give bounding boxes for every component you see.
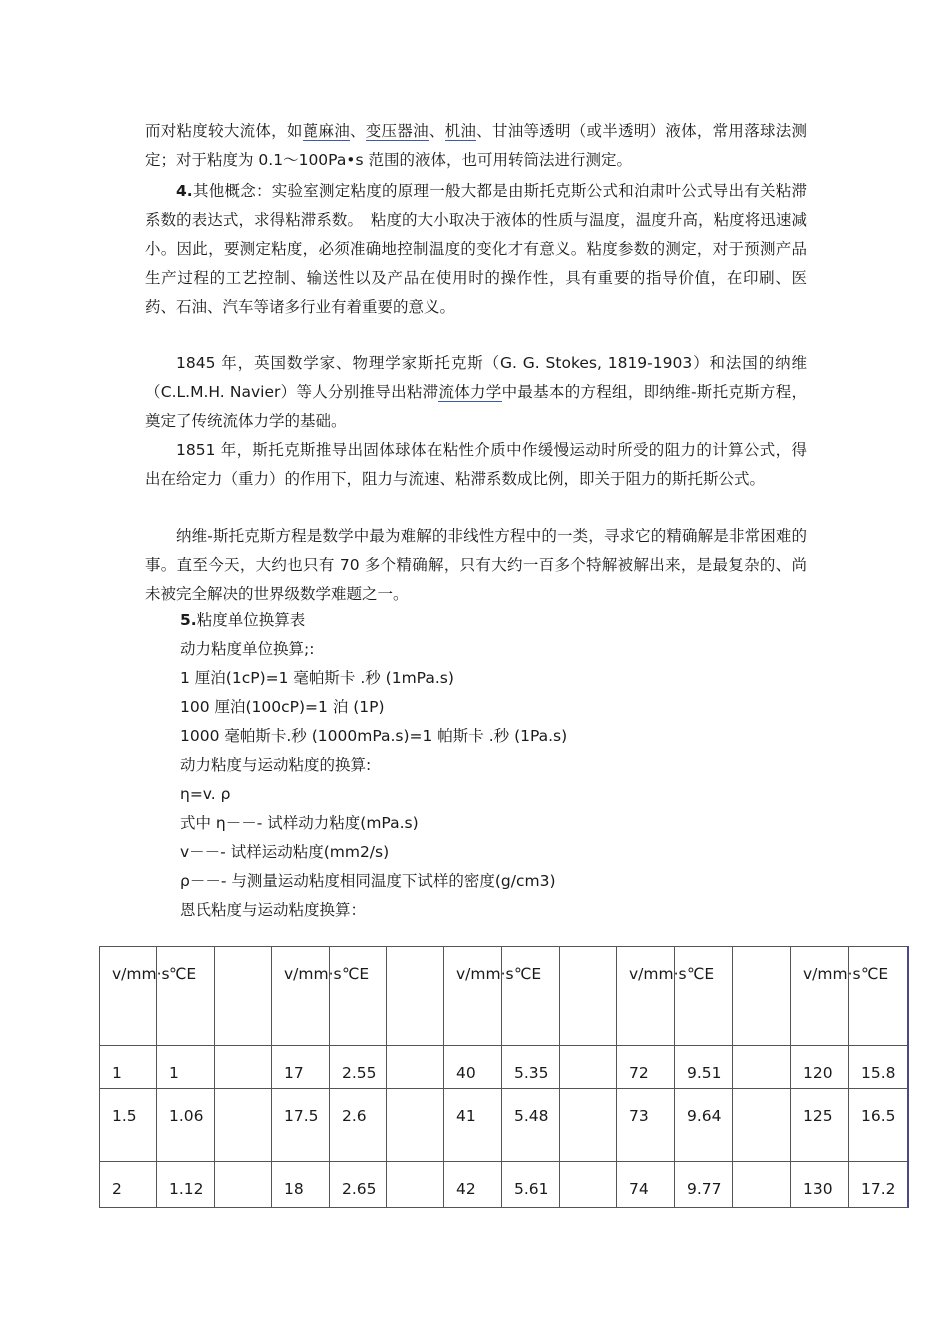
paragraph-2: [145, 177, 807, 322]
table-cell: 1: [100, 1046, 157, 1089]
header-cell: v/mm·s: [444, 947, 502, 1046]
paragraph-3: [145, 349, 807, 436]
header-cell: ℃E: [849, 947, 908, 1046]
table-cell: 1.06: [157, 1089, 215, 1162]
table-cell: 17.5: [272, 1089, 330, 1162]
paragraph-4: [145, 436, 807, 494]
table-cell: 17.2: [849, 1162, 908, 1208]
header-cell: ℃E: [157, 947, 215, 1046]
table-cell: 15.8: [849, 1046, 908, 1089]
table-cell: [387, 1089, 444, 1162]
engler-viscosity-table: [99, 946, 909, 1208]
table-cell: 9.51: [675, 1046, 733, 1089]
table-row: [100, 1089, 908, 1162]
header-cell: v/mm·s: [272, 947, 330, 1046]
table-cell: 2.6: [330, 1089, 387, 1162]
p1-sep-1: 、: [349, 122, 366, 140]
table-row: [100, 1162, 908, 1208]
table-cell: 72: [617, 1046, 675, 1089]
spacer-cell: [560, 947, 617, 1046]
spacer-cell: [733, 947, 791, 1046]
formula-line-3: 100 厘泊(100cP)=1 泊 (1P): [180, 698, 385, 716]
table-cell: 73: [617, 1089, 675, 1162]
table-cell: 9.77: [675, 1162, 733, 1208]
table-cell: 2: [100, 1162, 157, 1208]
table-cell: [560, 1089, 617, 1162]
table-cell: [560, 1046, 617, 1089]
section-5-title: 粘度单位换算表: [196, 611, 306, 629]
table-cell: 16.5: [849, 1089, 908, 1162]
spacer-cell: [387, 947, 444, 1046]
table-row: [100, 1046, 908, 1089]
formula-line-9: ρ－－- 与测量运动粘度相同温度下试样的密度(g/cm3): [180, 872, 556, 890]
header-cell: v/mm·s: [791, 947, 849, 1046]
header-cell: ℃E: [330, 947, 387, 1046]
table-cell: [733, 1089, 791, 1162]
table-cell: 5.61: [502, 1162, 560, 1208]
section-5-heading: [180, 609, 305, 631]
table-cell: 120: [791, 1046, 849, 1089]
castor-oil-link[interactable]: 蓖麻油: [302, 122, 350, 140]
table-cell: 1: [157, 1046, 215, 1089]
transformer-oil-link[interactable]: 变压器油: [365, 122, 429, 140]
table-cell: 18: [272, 1162, 330, 1208]
table-cell: 74: [617, 1162, 675, 1208]
table-cell: 42: [444, 1162, 502, 1208]
table-cell: 17: [272, 1046, 330, 1089]
table-cell: 130: [791, 1162, 849, 1208]
spacer-cell: [215, 947, 272, 1046]
table-cell: 1.5: [100, 1089, 157, 1162]
engine-oil-link[interactable]: 机油: [444, 122, 477, 140]
table-cell: 9.64: [675, 1089, 733, 1162]
p1-sep-2: 、: [428, 122, 445, 140]
table-cell: 1.12: [157, 1162, 215, 1208]
table-cell: 5.48: [502, 1089, 560, 1162]
table-cell: 2.55: [330, 1046, 387, 1089]
table-cell: [387, 1162, 444, 1208]
formula-line-5: 动力粘度与运动粘度的换算:: [180, 756, 372, 774]
p4-text: 1851 年，斯托克斯推导出固体球体在粘性介质中作缓慢运动时所受的阻力的计算公式，得出在给定力（重力）的作用下，阻力与流速、粘滞系数成比例，即关于阻力的斯托斯公式。: [145, 441, 807, 488]
formula-line-10: 恩氏粘度与运动粘度换算：: [180, 901, 367, 919]
formula-line-6: η=v. ρ: [180, 785, 231, 803]
p3-text-b: 中最基本的方程组，即纳维-斯托克斯方程，奠定了传统流体力学的基础。: [145, 383, 807, 430]
table-cell: [733, 1046, 791, 1089]
fluid-mechanics-link[interactable]: 流体力学: [438, 383, 502, 401]
paragraph-1: [145, 117, 807, 175]
table-cell: [215, 1089, 272, 1162]
formula-line-1: 动力粘度单位换算;:: [180, 640, 315, 658]
header-cell: v/mm·s: [100, 947, 157, 1046]
table-cell: 40: [444, 1046, 502, 1089]
table-cell: 2.65: [330, 1162, 387, 1208]
section-4-number: 4.: [176, 182, 193, 200]
header-cell: ℃E: [675, 947, 733, 1046]
table-cell: [387, 1046, 444, 1089]
p2-text: 其他概念：实验室测定粘度的原理一般大都是由斯托克斯公式和泊肃叶公式导出有关粘滞系数的表达式，求得粘滞系数。 粘度的大小取决于液体的性质与温度，温度升高，粘度将迅速减小。因此，要测定粘度，必须准确地控制温度的变化才有意义。粘度参数的测定，对于预测产品生产过程的工艺控制、输送性以及产品在使用时的操作性，具有重要的指导价值，在印刷、医药、石油、汽车等诸多行业有着重要的意义。: [145, 182, 807, 316]
p3-text-a: 1845 年，英国数学家、物理学家斯托克斯（G. G. Stokes, 1819-1903）和法国的纳维（C.L.M.H. Navier）等人分别推导出粘滞: [145, 354, 807, 401]
p5-text: 纳维-斯托克斯方程是数学中最为难解的非线性方程中的一类，寻求它的精确解是非常困难的事。直至今天，大约也只有 70 多个精确解，只有大约一百多个特解被解出来，是最复杂的、尚未被完全解决的世界级数学难题之一。: [145, 527, 807, 603]
header-cell: ℃E: [502, 947, 560, 1046]
formula-line-4: 1000 毫帕斯卡.秒 (1000mPa.s)=1 帕斯卡 .秒 (1Pa.s): [180, 727, 568, 745]
table-cell: [733, 1162, 791, 1208]
paragraph-5: [145, 522, 807, 609]
table-cell: [215, 1162, 272, 1208]
formula-line-2: 1 厘泊(1cP)=1 毫帕斯卡 .秒 (1mPa.s): [180, 669, 454, 687]
p1-text-a: 而对粘度较大流体，如: [145, 122, 303, 140]
table-cell: 125: [791, 1089, 849, 1162]
formula-line-7: 式中 η－－- 试样动力粘度(mPa.s): [180, 814, 419, 832]
table-cell: 41: [444, 1089, 502, 1162]
p1-text-b: 、甘油等透明（或半透明）液体，常用落球法测定；对于粘度为 0.1～100Pa•s 范围的液体，也可用转筒法进行测定。: [145, 122, 807, 169]
table-cell: 5.35: [502, 1046, 560, 1089]
header-cell: v/mm·s: [617, 947, 675, 1046]
formula-line-8: v－－- 试样运动粘度(mm2/s): [180, 843, 390, 861]
table-cell: [560, 1162, 617, 1208]
table-cell: [215, 1046, 272, 1089]
table-header-row: [100, 947, 908, 1046]
section-5-number: 5.: [180, 611, 197, 629]
